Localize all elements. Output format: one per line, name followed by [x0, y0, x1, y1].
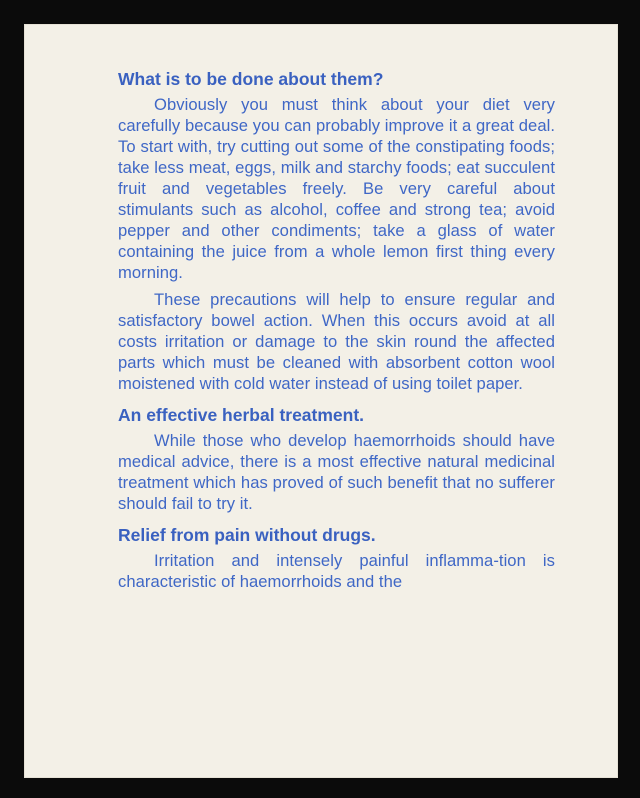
section-diet: [118, 68, 555, 394]
document-page: [24, 24, 618, 778]
section-herbal-treatment: [118, 404, 555, 514]
section-heading: Relief from pain without drugs.: [118, 525, 376, 545]
section-pain-relief: [118, 524, 555, 592]
body-paragraph: While those who develop haemorrhoids should have medical advice, there is a most effective natural medicinal treatment which has proved of such benefit that no sufferer should fail to try it.: [118, 431, 555, 513]
body-paragraph: Irritation and intensely painful inflamma-tion is characteristic of haemorrhoids and the: [118, 551, 555, 591]
page-content: [118, 68, 555, 602]
body-paragraph: Obviously you must think about your diet very carefully because you can probably improve it a great deal. To start with, try cutting out some of the constipating foods; take less meat, eggs, milk and starchy foods; eat succulent fruit and vegetables freely. Be very careful about stimulants such as alcohol, coffee and strong tea; avoid pepper and other condiments; take a glass of water containing the juice from a whole lemon first thing every morning.: [118, 95, 555, 282]
body-paragraph: These precautions will help to ensure regular and satisfactory bowel action. When this occurs avoid at all costs irritation or damage to the skin round the affected parts which must be cleaned with absorbent cotton wool moistened with cold water instead of using toilet paper.: [118, 290, 555, 393]
section-heading: An effective herbal treatment.: [118, 405, 365, 425]
section-heading: What is to be done about them?: [118, 69, 384, 89]
